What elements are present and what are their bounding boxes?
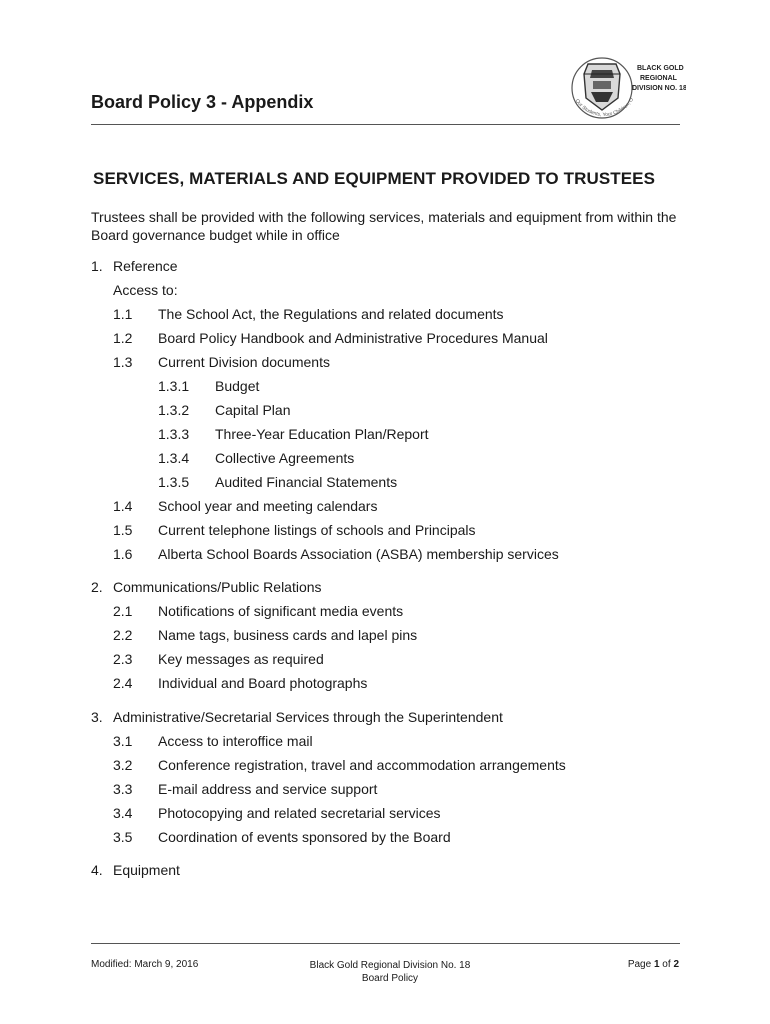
item-text: Conference registration, travel and accommodation arrangements — [158, 757, 566, 773]
footer-doc-type: Board Policy — [361, 973, 419, 984]
item-text: Key messages as required — [158, 651, 324, 667]
footer-org-name: Black Gold Regional Division No. 18 — [309, 960, 471, 971]
item-text: School year and meeting calendars — [158, 498, 378, 514]
item-text: Photocopying and related secretarial services — [158, 805, 441, 821]
item-number: 1.3.5 — [158, 474, 190, 490]
page-of: of — [659, 959, 674, 970]
section-lead: Access to: — [113, 282, 178, 298]
item-number: 1.3.4 — [158, 450, 190, 466]
section-title: Administrative/Secretarial Services through the Superintendent — [113, 709, 503, 725]
intro-paragraph: Trustees shall be provided with the following services, materials and equipment from within the Board governance budget while in office — [91, 209, 677, 243]
section-number: 4. — [91, 862, 103, 878]
item-number: 2.3 — [113, 651, 133, 667]
item-number: 3.1 — [113, 733, 133, 749]
item-text: Board Policy Handbook and Administrative Procedures Manual — [158, 330, 548, 346]
item-text: Individual and Board photographs — [158, 675, 368, 691]
item-text: Current telephone listings of schools and Principals — [158, 522, 476, 538]
footer-divider — [91, 943, 680, 944]
item-text: Current Division documents — [158, 354, 330, 370]
item-number: 2.1 — [113, 603, 133, 619]
item-text: Alberta School Boards Association (ASBA) membership services — [158, 546, 559, 562]
page-current: 1 — [653, 959, 660, 970]
item-text: Collective Agreements — [215, 450, 355, 466]
item-number: 1.2 — [113, 330, 133, 346]
document-title: SERVICES, MATERIALS AND EQUIPMENT PROVIDED TO TRUSTEES — [93, 169, 656, 188]
item-number: 1.3 — [113, 354, 133, 370]
item-text: Budget — [215, 378, 260, 394]
item-number: 2.2 — [113, 627, 133, 643]
page-number — [628, 959, 679, 970]
item-number: 1.3.2 — [158, 402, 190, 418]
division-logo — [562, 54, 686, 128]
item-text: Audited Financial Statements — [215, 474, 398, 490]
item-number: 1.6 — [113, 546, 133, 562]
item-text: Access to interoffice mail — [158, 733, 313, 749]
footer-organization — [250, 959, 530, 985]
section-number: 1. — [91, 258, 103, 274]
item-number: 1.5 — [113, 522, 133, 538]
header-divider — [91, 124, 680, 125]
item-number: 1.3.3 — [158, 426, 190, 442]
svg-text:Our Students, Your Children, O: Our Students, Your Children, O — [573, 96, 636, 119]
item-text: The School Act, the Regulations and related documents — [158, 306, 504, 322]
item-text: Name tags, business cards and lapel pins — [158, 627, 418, 643]
section-number: 3. — [91, 709, 103, 725]
item-number: 1.1 — [113, 306, 133, 322]
page-prefix: Page — [627, 959, 654, 970]
svg-text:REGIONAL: REGIONAL — [640, 75, 677, 82]
section-title: Reference — [113, 258, 178, 274]
svg-text:BLACK GOLD: BLACK GOLD — [637, 65, 684, 72]
item-number: 1.4 — [113, 498, 133, 514]
item-text: Capital Plan — [215, 402, 291, 418]
item-text: E-mail address and service support — [158, 781, 378, 797]
item-number: 3.5 — [113, 829, 133, 845]
item-number: 2.4 — [113, 675, 133, 691]
section-title: Equipment — [113, 862, 180, 878]
item-number: 3.4 — [113, 805, 133, 821]
svg-text:DIVISION NO. 18: DIVISION NO. 18 — [632, 85, 686, 92]
header-title: Board Policy 3 - Appendix — [91, 92, 314, 112]
item-number: 3.2 — [113, 757, 133, 773]
division-seal-icon — [562, 54, 686, 128]
item-text: Coordination of events sponsored by the Board — [158, 829, 451, 845]
footer-modified-date: Modified: March 9, 2016 — [91, 959, 199, 970]
item-text: Three-Year Education Plan/Report — [215, 426, 429, 442]
item-number: 3.3 — [113, 781, 133, 797]
item-text: Notifications of significant media events — [158, 603, 404, 619]
page-total: 2 — [673, 959, 679, 970]
section-title: Communications/Public Relations — [113, 579, 322, 595]
section-number: 2. — [91, 579, 103, 595]
item-number: 1.3.1 — [158, 378, 190, 394]
